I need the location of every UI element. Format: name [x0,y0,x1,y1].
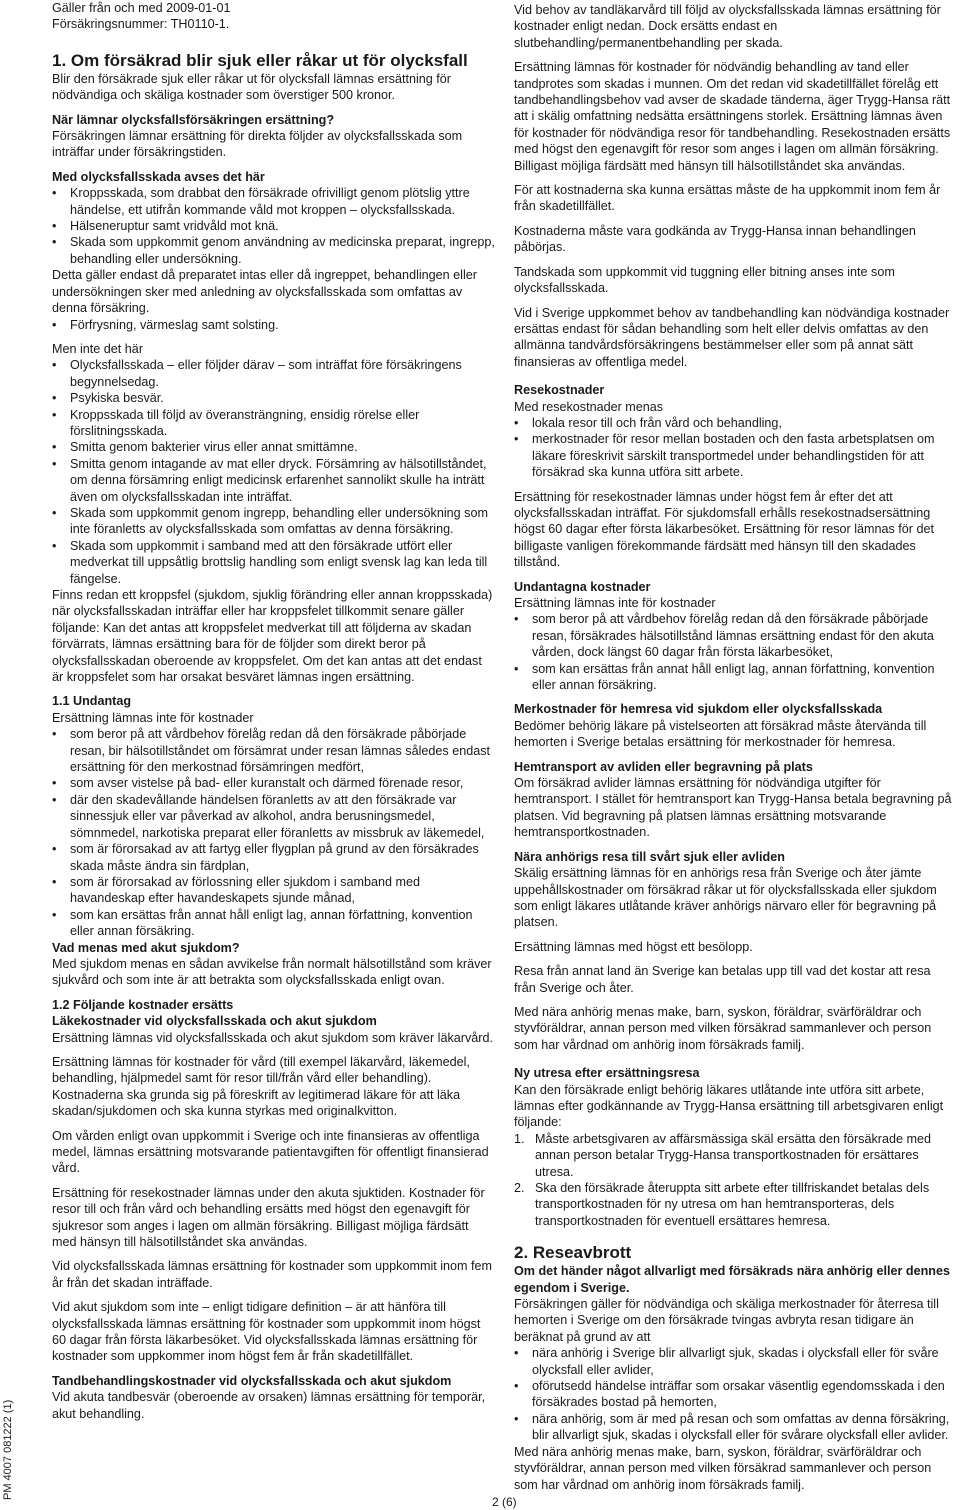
section2-lead: Försäkringen gäller för nödvändiga och skäliga merkostnader för återresa till hemorten i Sverige om den försäkrade tvingas avbryta resan tidigare än beräknat på grund av att [514,1297,939,1344]
travel-text: Ersättning för resekostnader lämnas under högst fem år efter det att olycksfallsskadan inträffat. För sjukdomsfall erhålls resekostnadsersättning högst 60 dagar efter första läkarbesöket. Ersättning för resor lämnas för det billigaste vanligen förekommande färdsätt med hänsyn till den skadades tillstånd. [514,489,935,570]
section1-intro: Blir den försäkrade sjuk eller råkar ut för olycksfall lämnas ersättning för nödvändiga och skäliga kostnader som överstiger 500 kronor. [52,71,451,103]
acute-heading: Vad menas med akut sjukdom? [52,940,240,955]
relatives-paragraph: Med nära anhörig menas make, barn, syskon, föräldrar, svärföräldrar och styvföräldrar, annan person med vilken försäkrad sammanlever och person som har vårdnad om anhörig inom försäkrads familj. [514,1004,932,1052]
list-item: • som beror på att vårdbehov förelåg redan då den försäkrade påbörjade resan, försäkrades hälsotillstånd lämnas ersättning endast för den akuta vården, dock längst 60 dagar från första läkarbesöket, [514,611,954,660]
list-item: • som är förorsakad av att fartyg eller flygplan på grund av den försäkrades skada måste ändra sin färdplan, [52,841,496,874]
list-item: • oförutsedd händelse inträffar som orsakar väsentlig egendomsskada i den försäkrades bostad på hemorten, [514,1378,954,1411]
outward-heading: Ny utresa efter ersättningsresa [514,1066,700,1081]
costs-paragraph: Ersättning lämnas för kostnader för vård (till exempel läkarvård, läkemedel, behandling, hjälpmedel samt för resor till/från vård eller behandling). Kostnaderna ska grunda sig på föreskrift av legitimerad läkare för att läka skadan/sjukdomen och ska kunna styrkas med originalkvitton. [52,1054,470,1119]
dental-heading: Tandbehandlingskostnader vid olycksfallsskada och akut sjukdom [52,1373,452,1388]
exceptions-lead: Ersättning lämnas inte för kostnader [52,710,254,725]
list-item: • nära anhörig i Sverige blir allvarligt sjuk, skadas i olycksfall eller för svåre olycksfall eller avlider, [514,1345,954,1378]
valid-from: Gäller från och med 2009-01-01 [52,1,231,15]
list-item: • Förfrysning, värmeslag samt solsting. [52,317,496,333]
list-item: • Kroppsskada till följd av överansträngning, ensidig rörelse eller förslitningsskada. [52,407,496,440]
list-item: • Kroppsskada, som drabbat den försäkrade ofrivilligt genom plötslig yttre händelse, ett utifrån kommande våld mot kroppen – olycksfallsskada. [52,185,496,218]
costs-paragraph: Vid akut sjukdom som inte – enligt tidigare definition – är att hänföra till olycksfallsskada lämnas ersättning för kostnader som uppkommit inom högst 60 dagar från första läkarbesöket. Vid olycksfallsskada lämnas ersättning för kostnader som uppkommer inom högst fem år från skadetillfället. [52,1300,481,1364]
section2-list [514,1345,954,1443]
list-text: Måste arbetsgivaren av affärsmässiga skäl ersätta den försäkrade med annan person betalar Trygg-Hansa transportkostnaden för ersättares utresa. [535,1131,931,1179]
dental-paragraph: Kostnaderna måste vara godkända av Trygg-Hansa innan behandlingen påbörjas. [514,223,916,255]
list-item: • Smitta genom intagande av mat eller dryck. Försämring av hälsotillståndet, om denna försämring enligt medicinsk erfarenhet sannolikt skulle ha inträtt även om olycksfallsskadan inte inträffat. [52,456,496,505]
exceptions-heading: 1.1 Undantag [52,694,132,709]
section2-end: Med nära anhörig menas make, barn, syskon, föräldrar, svärföräldrar och styvföräldrar, annan person med vilken försäkrad sammanlever och person som har vårdnad om anhörig inom försäkrads familj. [514,1444,932,1492]
list-item: • Skada som uppkommit genom ingrepp, behandling eller undersökning som inte föranletts av olycksfallsskada som omfattas av denna försäkring. [52,505,496,538]
list-item: • Skada som uppkommit i samband med att den försäkrade utfört eller medverkat till uppsåtlig brottslig handling som enligt svensk lag kan leda till fängelse. [52,538,496,587]
left-column [52,0,496,1422]
dental-text: Vid akuta tandbesvär (oberoende av orsaken) lämnas ersättning för temporär, akut behandling. [52,1390,486,1421]
page-number: 2 (6) [492,1495,517,1509]
list-item: • som kan ersättas från annat håll enligt lag, annan författning, konvention eller annan försäkring. [52,907,496,940]
document-code: PM 4007 081222 (1) [2,1399,14,1500]
outward-text: Kan den försäkrade enligt behörig läkares utlåtande inte utföra sitt arbete, lämnas efter godkännande av Trygg-Hansa ersättning till arbetsgivaren enligt följande: [514,1082,944,1130]
travel-lead: Med resekostnader menas [514,399,664,414]
list-number: 2. [514,1181,525,1195]
acute-text: Med sjukdom menas en sådan avvikelse från normalt hälsotillstånd som kräver sjukvård och som inte är att betrakta som olycksfallsskada enligt ovan. [52,956,492,988]
list-item: • som är förorsakad av förlossning eller sjukdom i samband med havandeskap efter havandeskapets sjunde månad, [52,874,496,907]
right-column [514,2,954,1493]
list-item: • som kan ersättas från annat håll enligt lag, annan författning, konvention eller annan försäkring. [514,661,954,694]
costs-paragraph: Vid olycksfallsskada lämnas ersättning för kostnader som uppkommit inom fem år från det skadan inträffade. [52,1259,493,1290]
list-text: Ska den försäkrade återuppta sitt arbete efter tillfriskandet betalas dels transportkostnaden för ny utresa om han hemtransporteras, dels transportkostnaden för eventuell ersättares hemresa. [535,1181,930,1228]
meant-list [52,185,496,267]
dental-paragraph: Tandskada som uppkommit vid tuggning eller bitning anses inte som olycksfallsskada. [514,264,895,296]
not-heading: Men inte det här [52,341,144,356]
return-heading: Merkostnader för hemresa vid sjukdom eller olycksfallsskada [514,702,883,717]
not-list [52,357,496,587]
list-item: • Smitta genom bakterier virus eller annat smittämne. [52,439,496,455]
dental-paragraph: Vid behov av tandläkarvård till följd av olycksfallsskada lämnas ersättning för kostnader enligt nedan. Dock ersätts endast en slutbehandling/permanentbehandling per skada. [514,3,941,50]
section2-title: 2. Reseavbrott [514,1243,632,1263]
relatives-paragraph: Resa från annat land än Sverige kan betalas upp till vad det kostar att resa från Sverige och åter. [514,964,931,995]
costs-heading: 1.2 Följande kostnader ersätts [52,997,234,1012]
outward-list [514,1131,954,1229]
dental-paragraph: För att kostnaderna ska kunna ersättas måste de ha uppkommit inom fem år från skadetillfället. [514,183,941,214]
policy-number: Försäkringsnummer: TH0110-1. [52,17,230,32]
meant-heading: Med olycksfallsskada avses det här [52,169,265,184]
list-item: • lokala resor till och från vård och behandling, [514,415,954,431]
exceptions-list [52,726,496,939]
relatives-heading: Nära anhörigs resa till svårt sjuk eller avliden [514,849,785,864]
relatives-paragraph: Ersättning lämnas med högst ett besölopp. [514,939,753,954]
list-item [514,1131,954,1180]
return-text: Bedömer behörig läkare på vistelseorten att försäkrad måste återvända till hemorten i Sverige betalas ersättning för merkostnader för hemresa. [514,718,927,750]
list-item [514,1180,954,1229]
excluded-heading: Undantagna kostnader [514,579,651,594]
travel-list [514,415,954,481]
list-item: • Hälseneruptur samt vridvåld mot knä. [52,218,496,234]
relatives-paragraph: Skälig ersättning lämnas för en anhörigs resa från Sverige och åter jämte uppehållskostnader om försäkrad råkar ut för olycksfallsskada eller sjukdom som enligt läkares utlåtande kräver anhörigs närvaro eller för begravning på platsen. [514,866,937,930]
deceased-heading: Hemtransport av avliden eller begravning på plats [514,759,813,774]
list-number: 1. [514,1131,525,1146]
when-heading: När lämnar olycksfallsförsäkringen ersättning? [52,112,335,127]
travel-heading: Resekostnader [514,383,605,398]
meant-list-2 [52,317,496,333]
list-item: • nära anhörig, som är med på resan och som omfattas av denna försäkring, blir allvarligt sjuk, skadas i olycksfall eller för svårare olycksfall eller avlider. [514,1411,954,1444]
list-item: • som beror på att vårdbehov förelåg redan då den försäkrade påbörjade resan, bir hälsotillståndet om försämrat under resan lämnas således endast ersättning för den merkostnad försämringen medfört, [52,726,496,775]
medical-heading: Läkekostnader vid olycksfallsskada och akut sjukdom [52,1014,377,1029]
section1-title: 1. Om försäkrad blir sjuk eller råkar ut för olycksfall [52,50,468,70]
dental-paragraph: Vid i Sverige uppkommet behov av tandbehandling kan nödvändiga kostnader ersättas endast för sådan behandling som helt eller delvis omfattas av den allmänna tandvårdsförsäkringens bestämmelser eller som på annat sätt finansieras av offentliga medel. [514,305,950,369]
list-item: • Olycksfallsskada – eller följder därav – som inträffat före försäkringens begynnelsedag. [52,357,496,390]
prior-defect-text: Finns redan ett kroppsfel (sjukdom, sjuklig förändring eller annan kroppsskada) när olycksfallsskadan inträffar eller har kroppsfelet tillkommit senare gäller följande: Kan det antas att kroppsfelet medverkat till att följderna av skadan förvärrats, lämnas ersättning bara för de följder som direkt beror på olycksfallsskadan oberoende av kroppsfelet. Om det kan antas att det endast är kroppsfelet som har orsakat besväret lämnas ingen ersättning. [52,588,493,685]
list-item: • där den skadevållande händelsen föranletts av att den försäkrade var sinnessjuk eller var påverkad av alkohol, andra berusningsmedel, sömnmedel, narkotiska preparat eller föranletts av missbruk av läkemedel, [52,792,496,841]
excluded-lead: Ersättning lämnas inte för kostnader [514,596,716,610]
when-text: Försäkringen lämnar ersättning för direkta följder av olycksfallsskada som inträffar under försäkringstiden. [52,129,463,160]
dental-paragraph: Ersättning lämnas för kostnader för nödvändig behandling av tand eller tandprotes som skadas i munnen. Om det redan vid skadetillfället förelåg ett tandbehandlingsbehov vad avser de skadade tänderna, äger Trygg-Hansa rätt att i skälig omfattning nedsätta ersättningens storlek. Ersättning lämnas även för kostnader för nödvändiga resor för tandbehandling. Resekostnaden ersätts med högst den egenavgift för resor som anges i lagen om allmän försäkring. Billigast möjliga färdsätt med hänsyn till hälsotillståndet ska användas. [514,60,951,173]
meant-note: Detta gäller endast då preparatet intas eller då ingreppet, behandlingen eller undersökningen sker med anledning av olycksfallsskada som omfattas av denna försäkring. [52,268,477,316]
deceased-text: Om försäkrad avlider lämnas ersättning för nödvändiga utgifter för hemtransport. I stället för hemtransport kan Trygg-Hansa betala begravning på platsen. Vid begravning på platsen lämnas ersättning motsvarande hemtransportkostnaden. [514,776,952,840]
costs-paragraph: Ersättning för resekostnader lämnas under den akuta sjuktiden. Kostnader för resor till och från vård och behandling ersätts med högst den egenavgift för sjukresor som anges i lagen om allmän försäkring. Billigast möjliga färdsätt med hänsyn till hälsotillståndet ska användas. [52,1185,485,1250]
list-item: • Skada som uppkommit genom användning av medicinska preparat, ingrepp, behandling eller undersökning. [52,234,496,267]
list-item: • som avser vistelse på bad- eller kuranstalt och därmed förenade resor, [52,775,496,791]
list-item: • Psykiska besvär. [52,390,496,406]
costs-paragraph: Om vården enligt ovan uppkommit i Sverige och inte finansieras av offentliga medel, lämnas ersättning motsvarande patientavgiften för offentligt finansierad vård. [52,1128,489,1176]
excluded-list [514,611,954,693]
section2-subheading: Om det händer något allvarligt med försäkrads nära anhörig eller dennes egendom i Sverige. [514,1264,951,1295]
list-item: • merkostnader för resor mellan bostaden och den fasta arbetsplatsen om läkare föreskrivit särskilt transportmedel under behandlingstiden för att försäkrad ska kunna utföra sitt arbete. [514,431,954,480]
costs-paragraph: Ersättning lämnas vid olycksfallsskada och akut sjukdom som kräver läkarvård. [52,1030,493,1045]
